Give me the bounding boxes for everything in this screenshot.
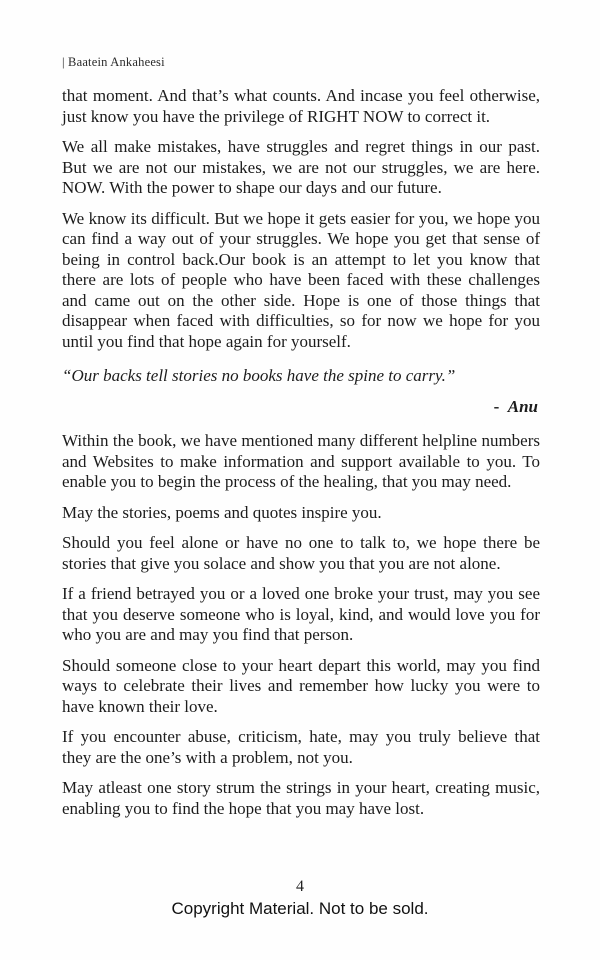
paragraph: that moment. And that’s what counts. And incase you feel otherwise, just know you have the privilege of RIGHT NOW to correct it.: [62, 86, 540, 126]
page-number: 4: [296, 878, 304, 895]
paragraph: Should you feel alone or have no one to talk to, we hope there be stories that give you solace and show you that you are not alone.: [62, 533, 540, 573]
paragraph: Should someone close to your heart depart this world, may you find ways to celebrate their lives and remember how lucky you were to have known their love.: [62, 655, 540, 716]
paragraph: Within the book, we have mentioned many different helpline numbers and Websites to make information and support available to you. To enable you to begin the process of the healing, that you may need.: [62, 431, 540, 491]
attribution-name: Anu: [507, 396, 538, 416]
attribution-dash: -: [493, 396, 500, 416]
page-body: [62, 86, 540, 829]
copyright-notice: Copyright Material. Not to be sold.: [171, 899, 429, 918]
paragraph: May atleast one story strum the strings in your heart, creating music, enabling you to find the hope that you may have lost.: [62, 778, 540, 818]
paragraph: May the stories, poems and quotes inspire you.: [62, 502, 382, 522]
quote-attribution: [62, 397, 540, 418]
paragraph: We know its difficult. But we hope it gets easier for you, we hope you can find a way out of your struggles. We hope you get that sense of being in control back.Our book is an attempt to let you know that there are lots of people who have been faced with these challenges and came out on the other side. Hope is one of those things that disappear when faced with difficulties, so for now we hope for you until you find that hope again for yourself.: [62, 208, 540, 351]
paragraph: We all make mistakes, have struggles and regret things in our past. But we are not our mistakes, we are not our struggles, we are here. NOW. With the power to shape our days and our future.: [62, 137, 540, 197]
paragraph: If you encounter abuse, criticism, hate, may you truly believe that they are the one’s with a problem, not you.: [62, 727, 540, 767]
pull-quote: “Our backs tell stories no books have the spine to carry.”: [62, 366, 456, 385]
running-header: | Baatein Ankaheesi: [62, 55, 165, 69]
paragraph: If a friend betrayed you or a loved one broke your trust, may you see that you deserve someone who is loyal, kind, and would love you for who you are and may you find that person.: [62, 584, 540, 644]
